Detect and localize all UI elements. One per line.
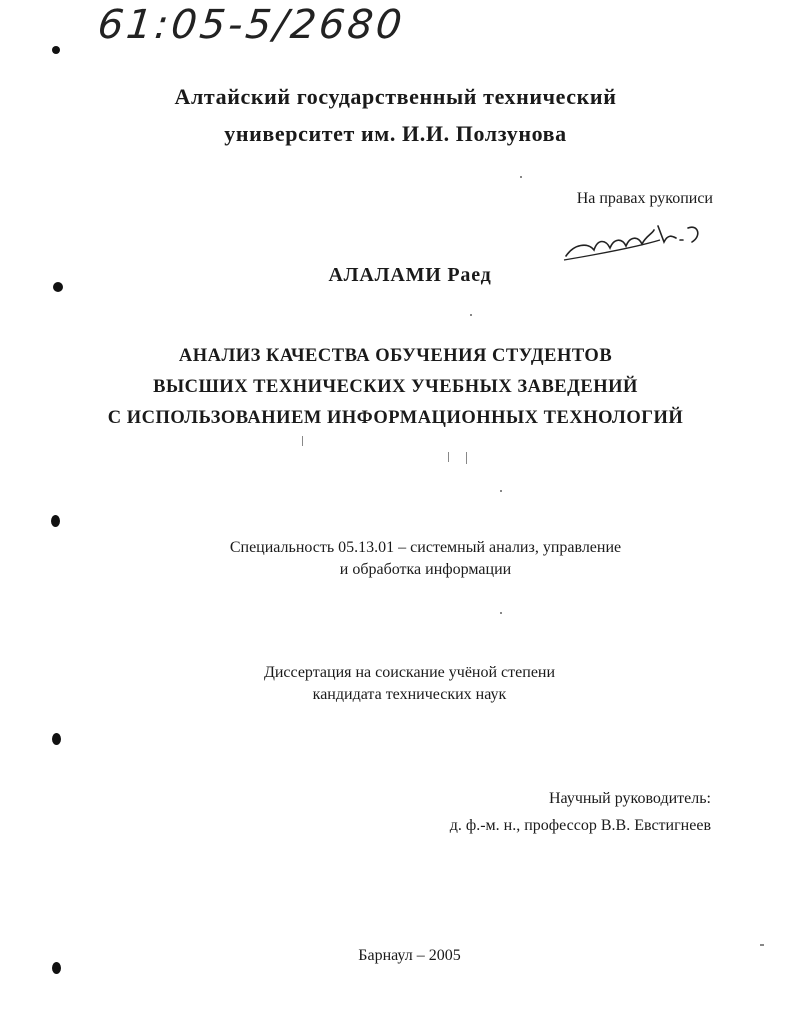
degree-info xyxy=(14,662,791,706)
specialty xyxy=(30,537,791,581)
scan-speck xyxy=(500,490,502,492)
title-line-1: АНАЛИЗ КАЧЕСТВА ОБУЧЕНИЯ СТУДЕНТОВ xyxy=(178,346,613,366)
binding-mark xyxy=(52,733,61,745)
supervisor xyxy=(450,785,711,839)
archive-number: 61:05-5/2680 xyxy=(95,2,407,48)
specialty-line-1: Специальность 05.13.01 – системный анализ, управление xyxy=(229,539,622,556)
place-year: Барнаул – 2005 xyxy=(358,947,461,964)
degree-line-2: кандидата технических наук xyxy=(312,686,507,703)
specialty-line-2: и обработка информации xyxy=(339,561,512,578)
author-name: АЛАЛАМИ Раед xyxy=(328,264,492,286)
supervisor-name: д. ф.-м. н., профессор В.В. Евстигнеев xyxy=(449,817,711,834)
title-line-2: ВЫСШИХ ТЕХНИЧЕСКИХ УЧЕБНЫХ ЗАВЕДЕНИЙ xyxy=(153,377,638,397)
scan-speck xyxy=(520,176,522,178)
dissertation-title xyxy=(0,341,791,434)
signature xyxy=(560,214,710,264)
binding-mark xyxy=(52,962,61,974)
degree-line-1: Диссертация на соискание учёной степени xyxy=(263,664,556,681)
scan-speck xyxy=(448,452,449,462)
binding-mark xyxy=(53,282,63,292)
binding-mark xyxy=(52,46,60,54)
manuscript-rights: На правах рукописи xyxy=(576,190,713,207)
scan-speck xyxy=(466,452,467,464)
scan-speck xyxy=(302,436,303,446)
binding-mark xyxy=(51,515,60,527)
scan-speck xyxy=(760,944,764,946)
institution-line-1: Алтайский государственный технический xyxy=(174,84,617,109)
scan-speck xyxy=(500,612,502,614)
supervisor-label: Научный руководитель: xyxy=(548,790,711,807)
institution-line-2: университет им. И.И. Ползунова xyxy=(224,121,567,146)
scan-speck xyxy=(470,314,472,316)
title-line-3: С ИСПОЛЬЗОВАНИЕМ ИНФОРМАЦИОННЫХ ТЕХНОЛОГИЙ xyxy=(107,408,684,428)
